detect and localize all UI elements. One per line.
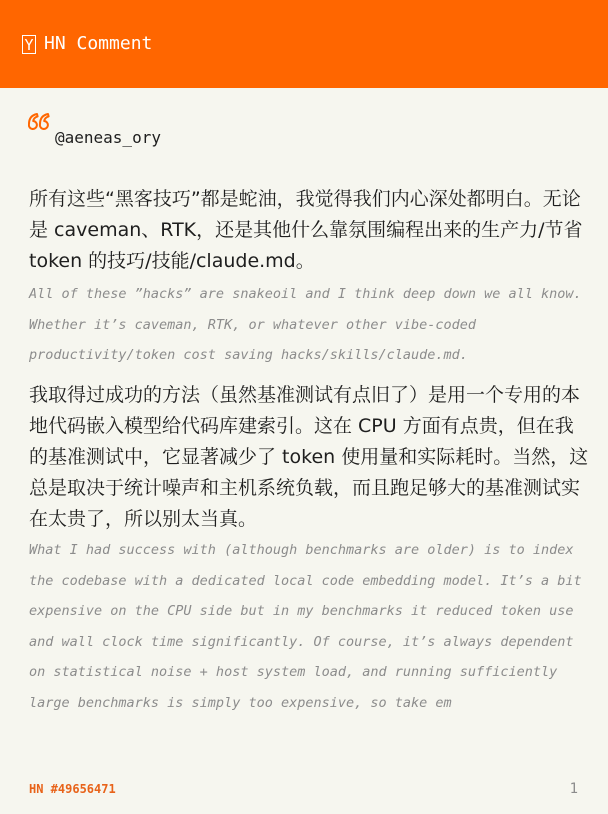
footer-item-id: HN #49656471 [29,782,116,796]
comment-author: @aeneas_ory [55,128,161,147]
comment-translation-paragraph: 我取得过成功的方法（虽然基准测试有点旧了）是用一个专用的本地代码嵌入模型给代码库建索引。这在 CPU 方面有点贵，但在我的基准测试中，它显著减少了 token 使用量和实际耗时。当然，这总是取决于统计噪声和主机系统负载，而且跑足够大的基准测试实在太贵了，所以别太当真。 [29,384,589,530]
hn-logo-icon: Y [22,35,36,54]
header-title: HN Comment [44,33,153,54]
page-number: 1 [569,781,578,797]
comment-original-paragraph: What I had success with (although benchmarks are older) is to index the codebase with a dedicated local code embedding model. It’s a bit expensive on the CPU side but in my benchmarks it reduced token use and wall clock time significantly. Of course, it’s always dependent on statistical noise + host system load, and running sufficiently large benchmarks is simply too expensive, so take em [29,542,582,711]
header-bar [0,0,608,88]
quote-icon [28,112,50,132]
comment-translation-paragraph: 所有这些“黑客技巧”都是蛇油，我觉得我们内心深处都明白。无论是 caveman、RTK，还是其他什么靠氛围编程出来的生产力/节省 token 的技巧/技能/claude.md。 [29,188,583,272]
comment-original-paragraph: All of these ”hacks” are snakeoil and I think deep down we all know. Whether it’s caveman, RTK, or whatever other vibe-coded productivity/token cost saving hacks/skills/claude.md. [29,286,582,363]
